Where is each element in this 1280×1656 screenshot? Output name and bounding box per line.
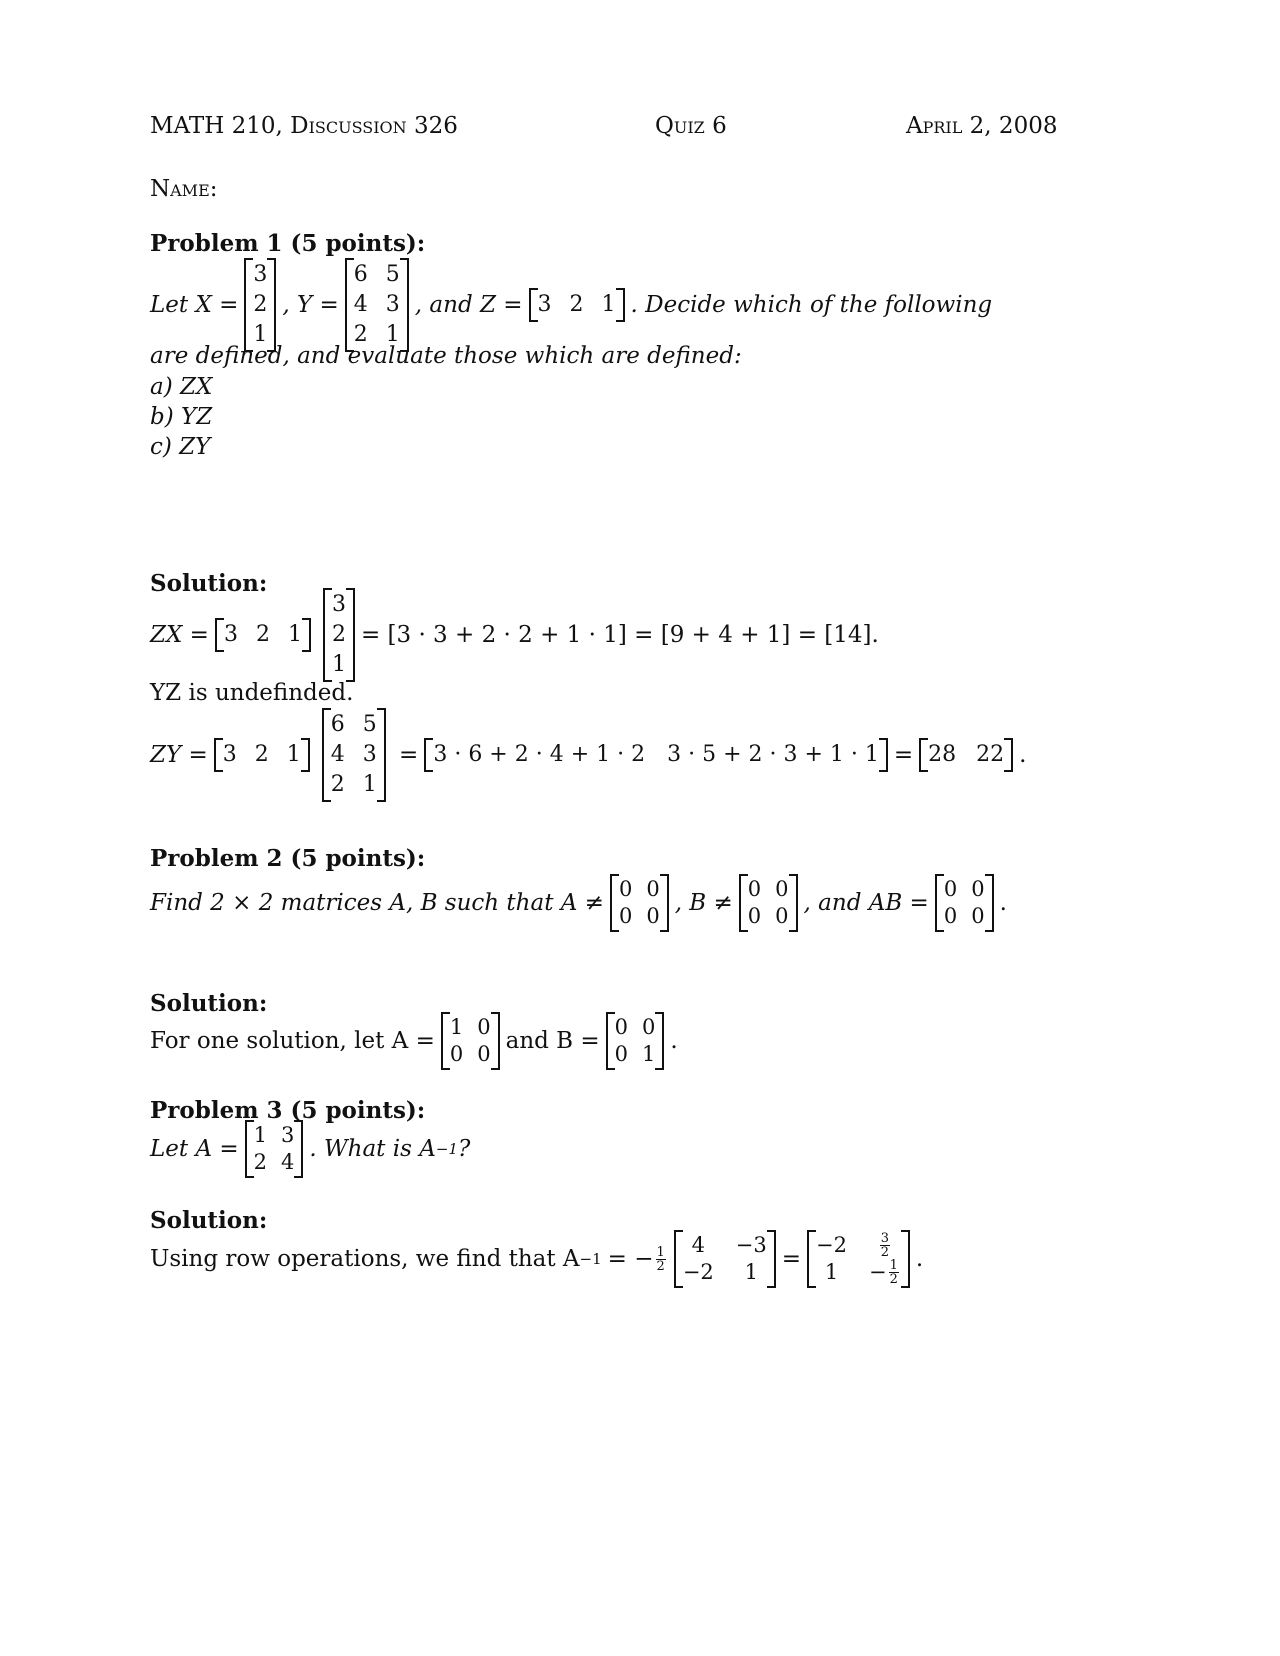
problem1-line2: are defined, and evaluate those which are defined:	[150, 343, 742, 369]
inv-entry-fraction: $\frac{3}{2}$	[880, 1231, 890, 1260]
problem2-text-c: , and AB =	[803, 890, 929, 916]
m-entry: 4	[691, 1233, 705, 1257]
y-entry: 5	[362, 712, 377, 737]
zy-entry: 3 · 6 + 2 · 4 + 1 · 2	[433, 742, 646, 767]
zero-matrix	[610, 876, 669, 930]
zx-lhs: ZX =	[150, 622, 209, 648]
inv-entry: −2	[816, 1233, 847, 1257]
z-entry: 2	[254, 742, 269, 767]
b-entry: 1	[642, 1042, 656, 1066]
a-entry: 4	[281, 1150, 295, 1174]
problem3-question: . What is A	[309, 1136, 436, 1162]
y-entry: 6	[353, 262, 368, 287]
problem1-title: Problem 1 (5 points):	[150, 230, 426, 257]
quiz-number: Quiz 6	[655, 113, 727, 139]
a-entry: 0	[477, 1042, 491, 1066]
matrix-z	[529, 290, 625, 320]
matrix-b-solution	[606, 1014, 665, 1068]
y-entry: 3	[385, 292, 400, 317]
inv-entry-neg-fraction: − $\frac{1}{2}$	[869, 1258, 898, 1287]
zero-entry: 0	[747, 877, 762, 901]
a-entry: 1	[253, 1123, 268, 1147]
b-entry: 0	[614, 1042, 629, 1066]
z-entry: 3	[223, 622, 238, 647]
matrix-z	[215, 620, 311, 650]
problem2-statement: Find 2 × 2 matrices A, B such that A ≠ 0 0 0 0 , B ≠ 0 0 0 0 , and AB = 0 0 0 0 .	[150, 877, 1007, 928]
y-label: , Y =	[282, 292, 339, 318]
matrix-x	[323, 590, 355, 680]
solution2-text-a: For one solution, let A =	[150, 1028, 435, 1054]
matrix-y	[345, 260, 409, 350]
x-entry: 3	[331, 592, 346, 617]
problem3-title: Problem 3 (5 points):	[150, 1097, 426, 1124]
m-entry: −2	[682, 1260, 714, 1284]
b-entry: 0	[642, 1015, 656, 1039]
y-entry: 2	[330, 772, 345, 797]
zero-entry: 0	[747, 904, 762, 928]
zy-entry: 3 · 5 + 2 · 3 + 1 · 1	[667, 742, 879, 767]
problem2-text-b: , B ≠	[674, 890, 733, 916]
name-label: Name:	[150, 176, 218, 202]
problem3-let: Let A =	[150, 1136, 239, 1162]
zy-product-row	[424, 740, 888, 770]
zero-entry: 0	[618, 877, 633, 901]
zero-entry: 0	[618, 904, 633, 928]
coefficient-fraction	[656, 1246, 666, 1273]
y-entry: 1	[385, 322, 400, 347]
zero-matrix	[935, 876, 994, 930]
z-entry: 1	[287, 622, 302, 647]
zero-entry: 0	[943, 877, 958, 901]
zero-entry: 0	[971, 904, 985, 928]
x-entry: 2	[253, 292, 268, 317]
solution3-title: Solution:	[150, 1207, 268, 1234]
inverse-exponent: −1	[579, 1250, 602, 1268]
matrix-x	[244, 260, 276, 350]
part-a: a) ZX	[150, 374, 213, 400]
problem2-solution: For one solution, let A = 1 0 0 0 and B = 0 0 0 1 .	[150, 1015, 678, 1066]
zx-rhs: = [3 · 3 + 2 · 2 + 1 · 1] = [9 + 4 + 1] = [14].	[360, 622, 879, 648]
z-entry: 2	[569, 292, 584, 317]
x-entry: 2	[331, 622, 346, 647]
m-entry: 1	[744, 1260, 758, 1284]
zero-entry: 0	[646, 877, 660, 901]
a-entry: 0	[477, 1015, 491, 1039]
let-x-label: Let X =	[150, 292, 239, 318]
zx-equation	[150, 590, 879, 680]
frac-den: 2	[656, 1258, 665, 1274]
zy-lhs: ZY =	[150, 742, 208, 768]
matrix-a-solution	[441, 1014, 500, 1068]
m-entry: −3	[735, 1233, 767, 1257]
z-label: , and Z =	[414, 292, 523, 318]
problem3-solution: Using row operations, we find that A −1 = − $\frac{1}{2}$ 4 −3 −2 1 = −2 $\frac{3}{2}$ 1 − $\frac{1}{2}$ .	[150, 1231, 924, 1287]
problem1-tail: . Decide which of the following	[630, 292, 993, 318]
y-entry: 4	[353, 292, 368, 317]
zero-entry: 0	[943, 904, 958, 928]
solution1-title: Solution:	[150, 570, 268, 597]
b-entry: 0	[614, 1015, 629, 1039]
zero-entry: 0	[646, 904, 660, 928]
matrix-y	[322, 710, 386, 800]
inverse-matrix	[807, 1232, 910, 1286]
y-entry: 2	[353, 322, 368, 347]
solution2-title: Solution:	[150, 990, 268, 1017]
z-entry: 3	[222, 742, 237, 767]
matrix-z	[214, 740, 310, 770]
y-entry: 1	[362, 772, 377, 797]
a-entry: 2	[253, 1150, 268, 1174]
part-c: c) ZY	[150, 434, 211, 460]
solution2-text-b: and B =	[505, 1028, 600, 1054]
z-entry: 1	[601, 292, 616, 317]
zy-final-row	[919, 740, 1013, 770]
matrix-a	[245, 1122, 304, 1176]
z-entry: 1	[286, 742, 301, 767]
problem2-text-a: Find 2 × 2 matrices A, B such that A ≠	[150, 890, 604, 916]
a-entry: 0	[449, 1042, 464, 1066]
inv-entry: 1	[824, 1260, 839, 1284]
problem3-statement	[150, 1122, 470, 1176]
course-header: MATH 210, Discussion 326	[150, 113, 458, 139]
zero-entry: 0	[971, 877, 985, 901]
solution3-text: Using row operations, we find that A	[150, 1246, 580, 1272]
z-entry: 2	[255, 622, 270, 647]
problem2-title: Problem 2 (5 points):	[150, 845, 426, 872]
y-entry: 5	[385, 262, 400, 287]
x-entry: 1	[253, 322, 268, 347]
yz-undefined: YZ is undefinded.	[150, 680, 354, 706]
y-entry: 4	[330, 742, 345, 767]
x-entry: 1	[331, 652, 346, 677]
a-entry: 3	[281, 1123, 295, 1147]
adjugate-matrix	[674, 1232, 776, 1286]
x-entry: 3	[253, 262, 268, 287]
problem1-statement	[150, 260, 992, 350]
zy-final-entry: 28	[928, 742, 957, 767]
part-b: b) YZ	[150, 404, 213, 430]
y-entry: 3	[362, 742, 377, 767]
zero-matrix	[739, 876, 798, 930]
frac-num: 1	[656, 1244, 665, 1260]
a-entry: 1	[449, 1015, 464, 1039]
zero-entry: 0	[775, 904, 789, 928]
quiz-date: April 2, 2008	[906, 113, 1058, 139]
zy-equation: ZY = 3 2 1 6 5 4 3 2 1 = 3 · 6 + 2 · 4 + 1 · 2 3 · 5 + 2 · 3 + 1 · 1 = 28 22 .	[150, 710, 1026, 800]
inverse-exponent: −1	[435, 1140, 458, 1158]
z-entry: 3	[537, 292, 552, 317]
question-mark: ?	[457, 1136, 471, 1162]
solution3-eq: = −	[607, 1246, 654, 1272]
zy-final-entry: 22	[976, 742, 1005, 767]
zero-entry: 0	[775, 877, 789, 901]
y-entry: 6	[330, 712, 345, 737]
